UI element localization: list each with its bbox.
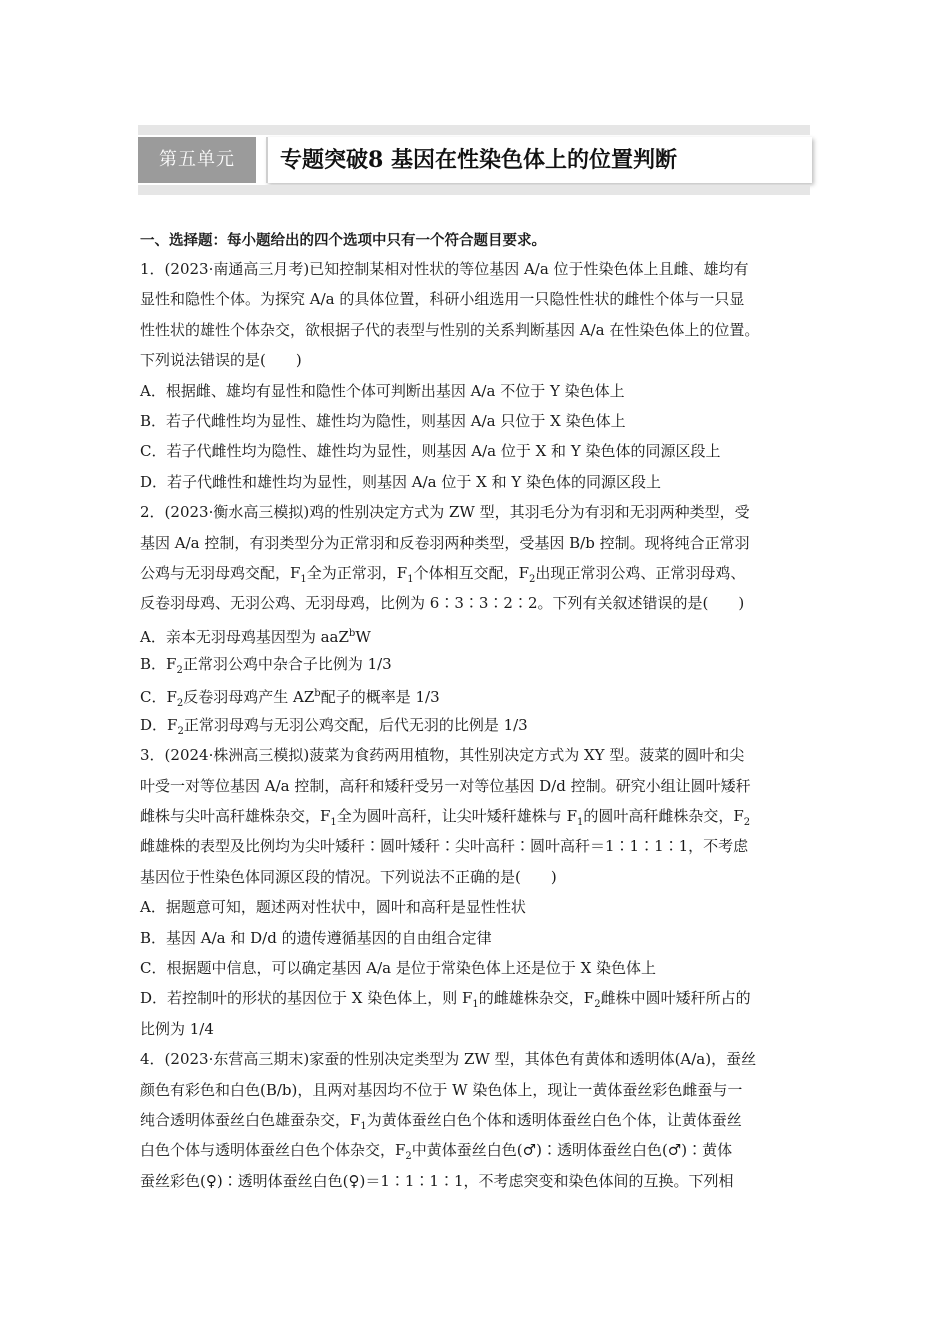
q2-line-1: 2．(2023·衡水高三模拟)鸡的性别决定方式为 ZW 型，其羽毛分为有羽和无羽两种类型，受 [140, 503, 750, 522]
q4-line-3 [140, 1105, 820, 1135]
text-segment: 正常羽母鸡与无羽公鸡交配，后代无羽的比例是 1/3 [183, 715, 528, 734]
q3-line-4: 雌雄株的表型及比例均为尖叶矮秆∶圆叶矮秆∶尖叶高秆∶圆叶高秆＝1∶1∶1∶1，不考虑 [140, 837, 749, 856]
q2-line-4: 反卷羽母鸡、无羽公鸡、无羽母鸡，比例为 6∶3∶3∶2∶2。下列有关叙述错误的是( ) [140, 594, 745, 613]
text-segment: B．F [140, 655, 177, 674]
question-content [140, 228, 820, 1196]
q1-option-d: D．若子代雌性和雄性均为显性，则基因 A/a 位于 X 和 Y 染色体的同源区段上 [140, 472, 662, 491]
superscript: b [348, 627, 356, 639]
banner-bottom-stripe [138, 185, 810, 195]
q1-option-b: B．若子代雌性均为显性、雄性均为隐性，则基因 A/a 只位于 X 染色体上 [140, 411, 626, 430]
banner-top-stripe [138, 125, 810, 135]
text-segment: 白色个体与透明体蚕丝白色个体杂交，F [140, 1141, 406, 1160]
subscript: 1 [300, 573, 307, 585]
subscript: 1 [360, 1120, 367, 1132]
text-segment: 出现正常羽公鸡、正常羽母鸡、 [535, 563, 746, 582]
title-box [266, 137, 812, 183]
chapter-banner [138, 125, 810, 195]
subscript: 2 [594, 999, 601, 1011]
q3-line-1: 3．(2024·株洲高三模拟)菠菜为食药两用植物，其性别决定方式为 XY 型。菠菜的圆叶和尖 [140, 746, 745, 765]
subscript: 1 [330, 817, 337, 829]
q2-option-c [140, 679, 820, 709]
q4-line-1: 4．(2023·东营高三期末)家蚕的性别决定类型为 ZW 型，其体色有黄体和透明体(A/a)，蚕丝 [140, 1050, 757, 1069]
subscript: 1 [472, 999, 479, 1011]
q1-line-3: 性性状的雄性个体杂交，欲根据子代的表型与性别的关系判断基因 A/a 在性染色体上的位置。 [140, 320, 760, 339]
text-segment: A．亲本无羽母鸡基因型为 aaZ [140, 627, 349, 646]
q3-option-b: B．基因 A/a 和 D/d 的遗传遵循基因的自由组合定律 [140, 928, 492, 947]
q1-option-c: C．若子代雌性均为隐性、雄性均为显性，则基因 A/a 位于 X 和 Y 染色体的同源区段上 [140, 442, 721, 461]
q4-line-5: 蚕丝彩色(♀)∶透明体蚕丝白色(♀)＝1∶1∶1∶1，不考虑突变和染色体间的互换。下列相 [140, 1171, 734, 1190]
text-segment: 雌株与尖叶高秆雄株杂交，F [140, 807, 331, 826]
text-segment: C．F [140, 688, 177, 707]
subscript: 1 [576, 817, 584, 829]
q3-line-3 [140, 801, 820, 831]
q3-option-d [140, 983, 820, 1013]
text-segment: 的圆叶高秆雌株杂交，F [583, 807, 744, 826]
subscript: 2 [176, 698, 184, 710]
q1-option-a: A．根据雌、雄均有显性和隐性个体可判断出基因 A/a 不位于 Y 染色体上 [140, 381, 625, 400]
text-segment: D．若控制叶的形状的基因位于 X 染色体上，则 F [140, 989, 473, 1008]
q2-line-2: 基因 A/a 控制，有羽类型分为正常羽和反卷羽两种类型，受基因 B/b 控制。现将纯合正常羽 [140, 533, 750, 552]
q4-line-4 [140, 1135, 820, 1165]
text-segment: 全为圆叶高秆，让尖叶矮秆雄株与 F [336, 807, 577, 826]
q3-line-5: 基因位于性染色体同源区段的情况。下列说法不正确的是( ) [140, 867, 557, 886]
subscript: 2 [177, 725, 184, 737]
q1-line-4: 下列说法错误的是( ) [140, 351, 302, 370]
subscript: 2 [176, 665, 183, 677]
text-segment: 为黄体蚕丝白色个体和透明体蚕丝白色个体，让黄体蚕丝 [366, 1110, 742, 1129]
text-segment: D．F [140, 715, 178, 734]
q3-option-a: A．据题意可知，题述两对性状中，圆叶和高秆是显性性状 [140, 898, 526, 917]
text-segment: 个体相互交配，F [413, 563, 530, 582]
text-segment: 雌株中圆叶矮秆所占的 [600, 989, 751, 1008]
section-heading: 一、选择题：每小题给出的四个选项中只有一个符合题目要求。 [140, 233, 546, 249]
text-segment: W [355, 627, 371, 646]
q3-option-c: C．根据题中信息，可以确定基因 A/a 是位于常染色体上还是位于 X 染色体上 [140, 958, 657, 977]
text-segment: 公鸡与无羽母鸡交配，F [140, 563, 301, 582]
q2-option-d [140, 710, 820, 740]
page-title: 专题突破8 基因在性染色体上的位置判断 [280, 147, 677, 173]
text-segment: 反卷羽母鸡产生 AZ [183, 688, 315, 707]
text-segment: 正常羽公鸡中杂合子比例为 1/3 [182, 655, 392, 674]
subscript: 1 [407, 573, 414, 585]
text-segment: 全为正常羽，F [306, 563, 408, 582]
q2-option-b [140, 649, 820, 679]
q1-line-1: 1．(2023·南通高三月考)已知控制某相对性状的等位基因 A/a 位于性染色体上且雌、雄均有 [140, 260, 749, 278]
subscript: 2 [529, 573, 536, 585]
superscript: b [314, 688, 321, 700]
subscript: 2 [405, 1151, 412, 1163]
subscript: 2 [743, 817, 751, 829]
q1-line-2: 显性和隐性个体。为探究 A/a 的具体位置，科研小组选用一只隐性性状的雌性个体与一只显 [140, 290, 745, 309]
q3-line-2: 叶受一对等位基因 A/a 控制，高秆和矮秆受另一对等位基因 D/d 控制。研究小组让圆叶矮秆 [140, 776, 751, 795]
text-segment: 配子的概率是 1/3 [320, 688, 440, 707]
q4-line-2: 颜色有彩色和白色(B/b)，且两对基因均不位于 W 染色体上，现让一黄体蚕丝彩色雌蚕与一 [140, 1080, 743, 1099]
q2-line-3 [140, 558, 820, 588]
text-segment: 的雌雄株杂交，F [478, 989, 595, 1008]
q2-option-a [140, 619, 820, 649]
unit-label: 第五单元 [138, 137, 256, 183]
q3-option-d-continued: 比例为 1/4 [140, 1019, 214, 1038]
text-segment: 中黄体蚕丝白色(♂)∶透明体蚕丝白色(♂)∶黄体 [411, 1141, 733, 1160]
text-segment: 纯合透明体蚕丝白色雄蚕杂交，F [140, 1110, 361, 1129]
